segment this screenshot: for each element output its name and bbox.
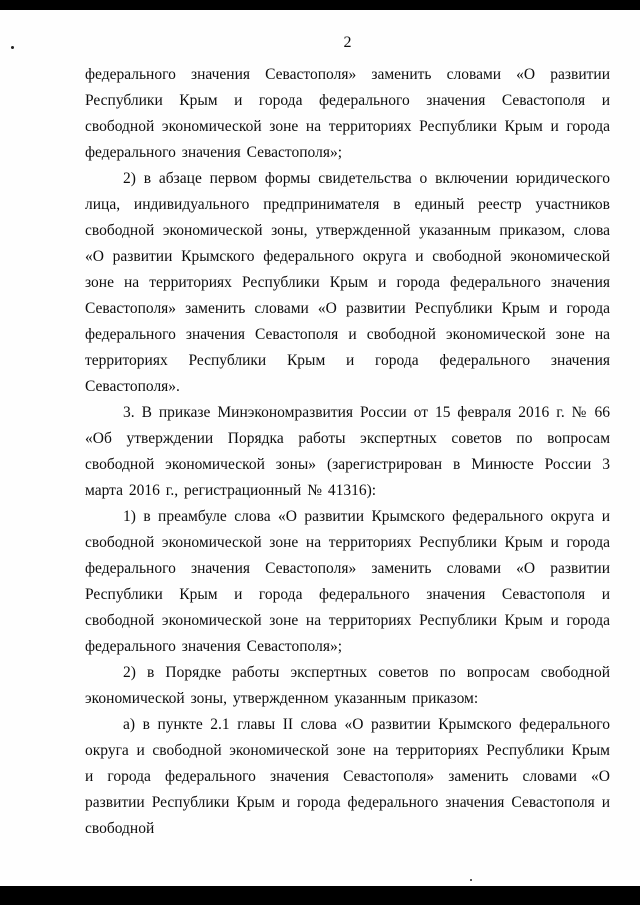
scan-artifact-dot (470, 879, 472, 881)
scan-artifact-dot (11, 46, 14, 49)
paragraph-subitem-2: 2) в Порядке работы экспертных советов по вопросам свободной экономической зоны, утвержденном указанным приказом: (85, 664, 610, 707)
paragraph-item-2: 2) в абзаце первом формы свидетельства о включении юридического лица, индивидуального предпринимателя в единый реестр участников свободной экономической зоны, утвержденной указанным приказом, слова «О развитии Крымского федерального округа и свободной экономической зоне на территориях Республики Крым и города федерального значения Севастополя» заменить словами «О развитии Республики Крым и города федерального значения Севастополя и свободной экономической зоне на территориях Республики Крым и города федерального значения Севастополя». (85, 170, 610, 395)
paragraph-subitem-1: 1) в преамбуле слова «О развитии Крымского федерального округа и свободной экономической зоне на территориях Республики Крым и города федерального значения Севастополя» заменить словами «О развитии Республики Крым и города федерального значения Севастополя и свободной экономической зоне на территориях Республики Крым и города федерального значения Севастополя»; (85, 508, 610, 655)
page-number: 2 (343, 34, 352, 51)
paragraph-point-3: 3. В приказе Минэкономразвития России от 15 февраля 2016 г. № 66 «Об утверждении Порядка работы экспертных советов по вопросам свободной экономической зоны» (зарегистрирован в Минюсте России 3 марта 2016 г., регистрационный № 41316): (85, 404, 610, 499)
bottom-black-bar (0, 886, 640, 905)
paragraph-subitem-a: а) в пункте 2.1 главы II слова «О развитии Крымского федерального округа и свободной экономической зоне на территориях Республики Крым и города федерального значения Севастополя» заменить словами «О развитии Республики Крым и города федерального значения Севастополя и свободной (85, 716, 610, 837)
paragraph-continuation: федерального значения Севастополя» заменить словами «О развитии Республики Крым и города федерального значения Севастополя и свободной экономической зоне на территориях Республики Крым и города федерального значения Севастополя»; (85, 66, 610, 161)
document-body (85, 62, 610, 842)
top-black-bar (0, 0, 640, 10)
